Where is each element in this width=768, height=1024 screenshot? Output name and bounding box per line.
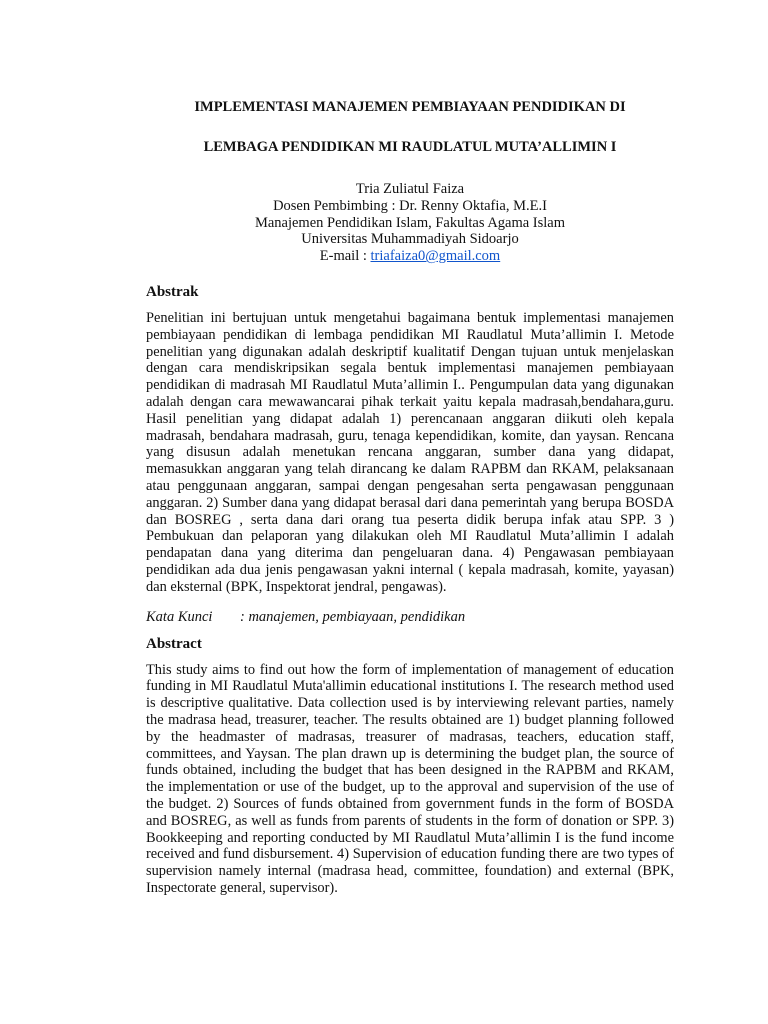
- abstract-heading: Abstract: [146, 635, 202, 652]
- email-line: [146, 248, 674, 265]
- title-line-2: LEMBAGA PENDIDIKAN MI RAUDLATUL MUTA’ALLIMIN I: [203, 139, 617, 155]
- abstrak-text: Penelitian ini bertujuan untuk mengetahui bagaimana bentuk implementasi manajemen pembiayaan pendidikan di lembaga pendidikan MI Raudlatul Muta’allimin I. Metode penelitian yang digunakan adalah deskriptif kualitatif Dengan tujuan untuk menjelaskan dengan cara mendiskripsikan segala bentuk implementasi manajemen pembiayaan pendidikan di madrasah MI Raudlatul Muta’allimin I.. Pengumpulan data yang digunakan adalah dengan cara mewawancarai pihak terkait yaitu kepala madrasah,bendahara,guru. Hasil penelitian yang didapat adalah 1) perencanaan anggaran diikuti oleh kepala madrasah, bendahara madrasah, guru, tenaga kependidikan, komite, dan yaysan. Rencana yang disusun adalah menetukan rencana anggaran, sumber dana yang didapat, memasukkan anggaran yang telah dirancang ke dalam RAPBM dan RKAM, pelaksanaan atau penggunaan anggaran, sampai dengan pengesahan serta pengawasan penggunaan anggaran. 2) Sumber dana yang didapat berasal dari dana pemerintah yang berupa BOSDA dan BOSREG , serta dana dari orang tua peserta didik berupa infak atau SPP. 3 ) Pembukuan dan pelaporan yang dilakukan oleh MI Raudlatul Muta’allimin I adalah pendapatan dana yang diterima dan pengeluaran dana. 4) Pengawasan pembiayaan pendidikan ada dua jenis pengawasan yakni internal ( kepala madrasah, komite, yayasan) dan eksternal (BPK, Inspektorat jendral, pengawas).: [146, 309, 674, 595]
- abstrak-heading: Abstrak: [146, 283, 199, 300]
- author-block: [146, 181, 674, 265]
- university-line: Universitas Muhammadiyah Sidoarjo: [301, 231, 519, 248]
- keywords-value: : manajemen, pembiayaan, pendidikan: [240, 608, 466, 625]
- email-label: E-mail :: [319, 248, 371, 265]
- department-line: Manajemen Pendidikan Islam, Fakultas Agama Islam: [254, 214, 566, 231]
- email-link[interactable]: triafaiza0@gmail.com: [370, 248, 501, 265]
- author-name: Tria Zuliatul Faiza: [355, 181, 465, 197]
- supervisor-line: Dosen Pembimbing : Dr. Renny Oktafia, M.E.I: [273, 197, 547, 214]
- title-line-1: IMPLEMENTASI MANAJEMEN PEMBIAYAAN PENDIDIKAN DI: [194, 99, 626, 115]
- keywords-label: Kata Kunci: [146, 608, 213, 625]
- abstract-text: This study aims to find out how the form of implementation of management of education funding in MI Raudlatul Muta'allimin educational institutions I. The research method used is descriptive qualitative. Data collection used is by interviewing relevant parties, namely the madrasa head, treasurer, teacher. The results obtained are 1) budget planning followed by the headmaster of madrasas, treasurer of madrasas, teachers, education staff, committees, and Yaysan. The plan drawn up is determining the budget plan, the source of funds obtained, including the budget that has been designed in the RAPBM and RKAM, the implementation or use of the budget, up to the approval and supervision of the use of the budget. 2) Sources of funds obtained from government funds in the form of BOSDA and BOSREG, as well as funds from parents of students in the form of donation or SPP. 3) Bookkeeping and reporting conducted by MI Raudlatul Muta’allimin I is the fund income received and fund disbursement. 4) Supervision of education funding there are two types of supervision namely internal (madrasa head, committee, foundation) and external (BPK, Inspectorate general, supervisor).: [146, 661, 674, 896]
- keywords-line: [146, 608, 674, 626]
